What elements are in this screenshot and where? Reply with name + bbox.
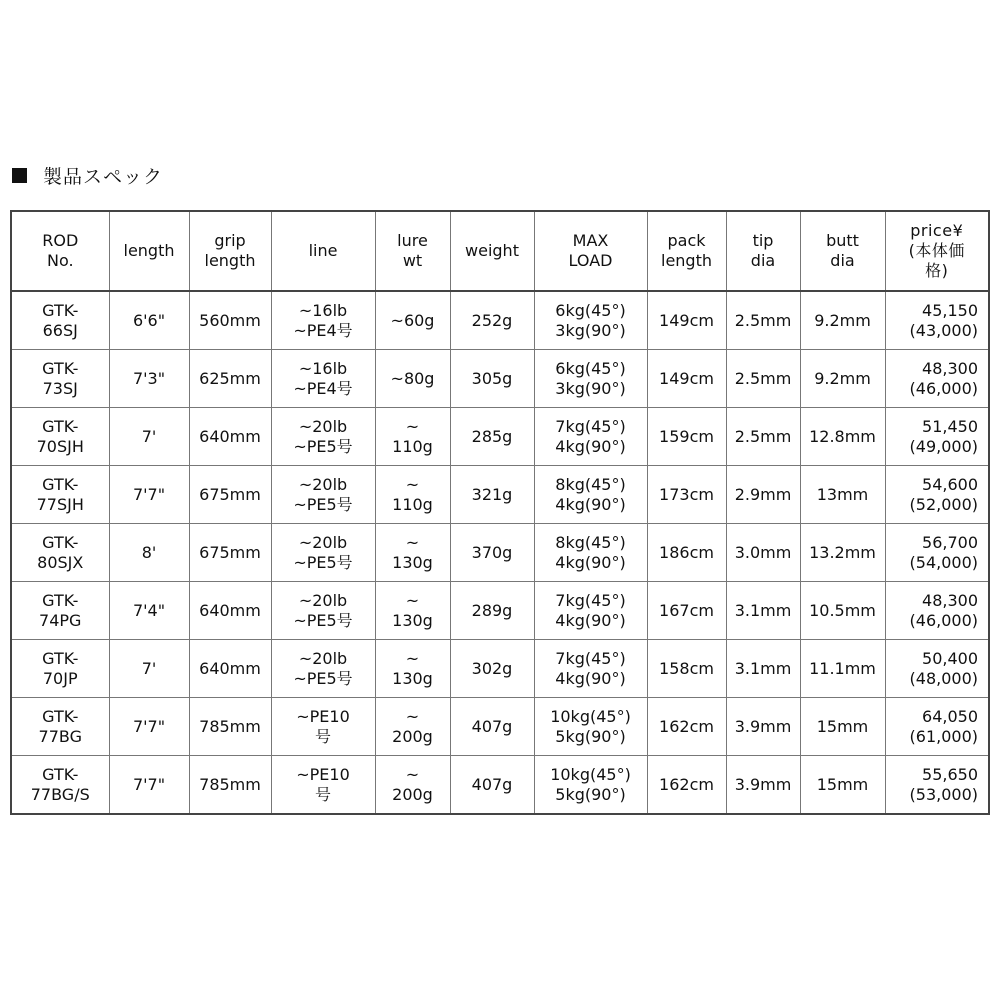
header-pack-length: pack length — [647, 211, 726, 291]
cell-lure-wt: ~ 110g — [375, 466, 450, 524]
cell-length: 7'3" — [109, 350, 189, 408]
cell-weight: 370g — [450, 524, 534, 582]
cell-pack-length: 149cm — [647, 350, 726, 408]
cell-rod-no: GTK- 66SJ — [11, 291, 109, 350]
cell-price: 48,300 (46,000) — [885, 350, 989, 408]
cell-max-load: 10kg(45°) 5kg(90°) — [534, 698, 647, 756]
cell-length: 7'7" — [109, 698, 189, 756]
cell-price: 45,150 (43,000) — [885, 291, 989, 350]
cell-grip-length: 675mm — [189, 466, 271, 524]
cell-length: 8' — [109, 524, 189, 582]
cell-rod-no: GTK- 73SJ — [11, 350, 109, 408]
cell-rod-no: GTK- 77BG — [11, 698, 109, 756]
cell-tip-dia: 3.9mm — [726, 756, 800, 815]
cell-max-load: 6kg(45°) 3kg(90°) — [534, 350, 647, 408]
cell-grip-length: 785mm — [189, 698, 271, 756]
header-length: length — [109, 211, 189, 291]
cell-max-load: 8kg(45°) 4kg(90°) — [534, 524, 647, 582]
cell-weight: 305g — [450, 350, 534, 408]
cell-pack-length: 162cm — [647, 698, 726, 756]
cell-length: 7'7" — [109, 756, 189, 815]
cell-tip-dia: 2.5mm — [726, 408, 800, 466]
cell-pack-length: 186cm — [647, 524, 726, 582]
cell-price: 51,450 (49,000) — [885, 408, 989, 466]
table-row — [11, 408, 989, 466]
table-row — [11, 291, 989, 350]
cell-butt-dia: 9.2mm — [800, 350, 885, 408]
section-title: 製品スペック — [43, 165, 164, 188]
cell-grip-length: 785mm — [189, 756, 271, 815]
cell-weight: 302g — [450, 640, 534, 698]
cell-pack-length: 158cm — [647, 640, 726, 698]
cell-length: 7'7" — [109, 466, 189, 524]
cell-butt-dia: 10.5mm — [800, 582, 885, 640]
cell-max-load: 7kg(45°) 4kg(90°) — [534, 640, 647, 698]
cell-line: ~20lb ~PE5号 — [271, 524, 375, 582]
cell-price: 48,300 (46,000) — [885, 582, 989, 640]
cell-weight: 285g — [450, 408, 534, 466]
cell-grip-length: 625mm — [189, 350, 271, 408]
cell-tip-dia: 2.9mm — [726, 466, 800, 524]
cell-lure-wt: ~ 130g — [375, 582, 450, 640]
cell-pack-length: 162cm — [647, 756, 726, 815]
cell-length: 7' — [109, 408, 189, 466]
header-line: line — [271, 211, 375, 291]
cell-butt-dia: 15mm — [800, 698, 885, 756]
cell-weight: 252g — [450, 291, 534, 350]
header-grip-length: grip length — [189, 211, 271, 291]
cell-price: 55,650 (53,000) — [885, 756, 989, 815]
table-row — [11, 350, 989, 408]
cell-line: ~20lb ~PE5号 — [271, 408, 375, 466]
cell-lure-wt: ~ 130g — [375, 524, 450, 582]
cell-line: ~20lb ~PE5号 — [271, 582, 375, 640]
table-row — [11, 698, 989, 756]
table-row — [11, 582, 989, 640]
cell-length: 7'4" — [109, 582, 189, 640]
cell-line: ~PE10 号 — [271, 756, 375, 815]
cell-tip-dia: 2.5mm — [726, 291, 800, 350]
cell-tip-dia: 3.1mm — [726, 640, 800, 698]
square-bullet-icon — [12, 168, 27, 183]
header-max-load: MAX LOAD — [534, 211, 647, 291]
cell-butt-dia: 13.2mm — [800, 524, 885, 582]
cell-weight: 289g — [450, 582, 534, 640]
cell-weight: 321g — [450, 466, 534, 524]
cell-rod-no: GTK- 74PG — [11, 582, 109, 640]
cell-price: 50,400 (48,000) — [885, 640, 989, 698]
cell-lure-wt: ~ 130g — [375, 640, 450, 698]
cell-pack-length: 159cm — [647, 408, 726, 466]
cell-tip-dia: 3.0mm — [726, 524, 800, 582]
cell-line: ~16lb ~PE4号 — [271, 350, 375, 408]
header-weight: weight — [450, 211, 534, 291]
cell-lure-wt: ~80g — [375, 350, 450, 408]
cell-weight: 407g — [450, 756, 534, 815]
cell-length: 6'6" — [109, 291, 189, 350]
cell-grip-length: 560mm — [189, 291, 271, 350]
header-lure-wt: lure wt — [375, 211, 450, 291]
cell-max-load: 7kg(45°) 4kg(90°) — [534, 582, 647, 640]
table-header-row — [11, 211, 989, 291]
cell-max-load: 6kg(45°) 3kg(90°) — [534, 291, 647, 350]
cell-line: ~20lb ~PE5号 — [271, 640, 375, 698]
cell-max-load: 10kg(45°) 5kg(90°) — [534, 756, 647, 815]
cell-tip-dia: 2.5mm — [726, 350, 800, 408]
cell-butt-dia: 13mm — [800, 466, 885, 524]
cell-pack-length: 149cm — [647, 291, 726, 350]
cell-rod-no: GTK- 80SJX — [11, 524, 109, 582]
cell-grip-length: 640mm — [189, 582, 271, 640]
section-heading — [12, 160, 163, 190]
cell-weight: 407g — [450, 698, 534, 756]
cell-price: 64,050 (61,000) — [885, 698, 989, 756]
cell-tip-dia: 3.1mm — [726, 582, 800, 640]
cell-butt-dia: 11.1mm — [800, 640, 885, 698]
cell-grip-length: 640mm — [189, 640, 271, 698]
cell-grip-length: 675mm — [189, 524, 271, 582]
cell-pack-length: 167cm — [647, 582, 726, 640]
table-row — [11, 524, 989, 582]
table-row — [11, 640, 989, 698]
cell-rod-no: GTK- 77SJH — [11, 466, 109, 524]
cell-lure-wt: ~ 200g — [375, 698, 450, 756]
cell-line: ~PE10 号 — [271, 698, 375, 756]
table-row — [11, 756, 989, 815]
cell-pack-length: 173cm — [647, 466, 726, 524]
cell-max-load: 7kg(45°) 4kg(90°) — [534, 408, 647, 466]
cell-rod-no: GTK- 77BG/S — [11, 756, 109, 815]
cell-rod-no: GTK- 70JP — [11, 640, 109, 698]
cell-butt-dia: 15mm — [800, 756, 885, 815]
cell-length: 7' — [109, 640, 189, 698]
cell-butt-dia: 9.2mm — [800, 291, 885, 350]
header-price: price¥ (本体価 格) — [885, 211, 989, 291]
cell-grip-length: 640mm — [189, 408, 271, 466]
cell-max-load: 8kg(45°) 4kg(90°) — [534, 466, 647, 524]
cell-lure-wt: ~60g — [375, 291, 450, 350]
header-rod-no: ROD No. — [11, 211, 109, 291]
table-row — [11, 466, 989, 524]
cell-price: 54,600 (52,000) — [885, 466, 989, 524]
cell-line: ~20lb ~PE5号 — [271, 466, 375, 524]
spec-table — [10, 210, 990, 815]
cell-rod-no: GTK- 70SJH — [11, 408, 109, 466]
header-butt-dia: butt dia — [800, 211, 885, 291]
cell-butt-dia: 12.8mm — [800, 408, 885, 466]
header-tip-dia: tip dia — [726, 211, 800, 291]
cell-price: 56,700 (54,000) — [885, 524, 989, 582]
cell-lure-wt: ~ 200g — [375, 756, 450, 815]
cell-lure-wt: ~ 110g — [375, 408, 450, 466]
cell-tip-dia: 3.9mm — [726, 698, 800, 756]
cell-line: ~16lb ~PE4号 — [271, 291, 375, 350]
